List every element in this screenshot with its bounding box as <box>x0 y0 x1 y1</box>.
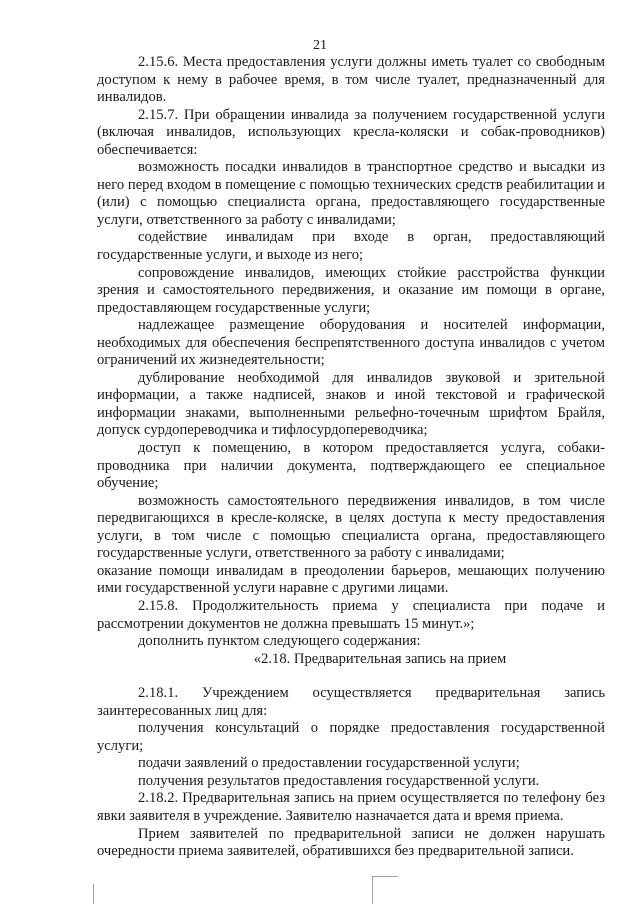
list-item-entry-assistance: содействие инвалидам при входе в орган, предоставляющий государственные услуги, и выходе из него; <box>97 229 605 264</box>
paragraph-2-15-7: 2.15.7. При обращении инвалида за получением государственной услуги (включая инвалидов, использующих кресла-коляски и собак-проводников) обеспечивается: <box>97 106 605 158</box>
page-number: 21 <box>313 38 327 53</box>
list-item-boarding: возможность посадки инвалидов в транспортное средство и высадки из него перед входом в помещение с помощью технических средств реабилитации и (или) с помощью специалиста органа, предоставляющего государственные услуги, ответственного за работу с инвалидами; <box>97 159 605 228</box>
list-item-equipment: надлежащее размещение оборудования и носителей информации, необходимых для обеспечения беспрепятственного доступа инвалидов с учетом ограничений их жизнедеятельности; <box>97 317 605 369</box>
list-item-applications: подачи заявлений о предоставлении государственной услуги; <box>138 755 520 772</box>
paragraph-2-15-6: 2.15.6. Места предоставления услуги должны иметь туалет со свободным доступом к нему в рабочее время, в том числе туалет, предназначенный для инвалидов. <box>97 54 605 106</box>
scan-artifact-bottom-center <box>372 876 373 904</box>
list-item-barriers: оказание помощи инвалидам в преодолении барьеров, мешающих получению ими государственной услуги наравне с другими лицами. <box>97 562 605 597</box>
paragraph-2-18-1: 2.18.1. Учреждением осуществляется предварительная запись заинтересованных лиц для: <box>97 685 605 719</box>
list-item-guide-dog: доступ к помещению, в котором предоставляется услуга, собаки-проводника при наличии документа, подтверждающего ее специальное обучение; <box>97 440 605 492</box>
paragraph-2-15-8: 2.15.8. Продолжительность приема у специалиста при подаче и рассмотрении документов не должна превышать 15 минут.»; <box>97 597 605 632</box>
section-heading-2-18: «2.18. Предварительная запись на прием <box>253 650 507 667</box>
list-item-duplication: дублирование необходимой для инвалидов звуковой и зрительной информации, а также надписей, знаков и иной текстовой и графической информации знаками, выполненными рельефно-точечным шрифтом Брайля, допуск сурдопереводчика и тифлосурдопереводчика; <box>97 369 605 439</box>
list-item-mobility: возможность самостоятельного передвижения инвалидов, в том числе передвигающихся в кресле-коляске, в целях доступа к месту предоставления услуги, в том числе с помощью специалиста органа, предоставляющего государственные услуги, ответственного за работу с инвалидами; <box>97 492 605 562</box>
document-body <box>97 54 605 861</box>
spacer <box>97 668 605 685</box>
list-item-escort: сопровождение инвалидов, имеющих стойкие расстройства функции зрения и самостоятельного передвижения, и оказание им помощи в органе, предоставляющем государственные услуги; <box>97 264 605 316</box>
scan-artifact-bottom-left <box>93 884 94 904</box>
amendment-intro: дополнить пунктом следующего содержания: <box>138 633 421 650</box>
paragraph-queue: Прием заявителей по предварительной записи не должен нарушать очередности приема заявителей, обратившихся без предварительной записи. <box>97 825 605 860</box>
scan-artifact-bottom-line <box>372 876 398 877</box>
list-item-results: получения результатов предоставления государственной услуги. <box>138 772 540 789</box>
paragraph-2-18-2: 2.18.2. Предварительная запись на прием осуществляется по телефону без явки заявителя в учреждение. Заявителю назначается дата и время приема. <box>97 790 605 824</box>
list-item-consultations: получения консультаций о порядке предоставления государственной услуги; <box>97 720 605 754</box>
